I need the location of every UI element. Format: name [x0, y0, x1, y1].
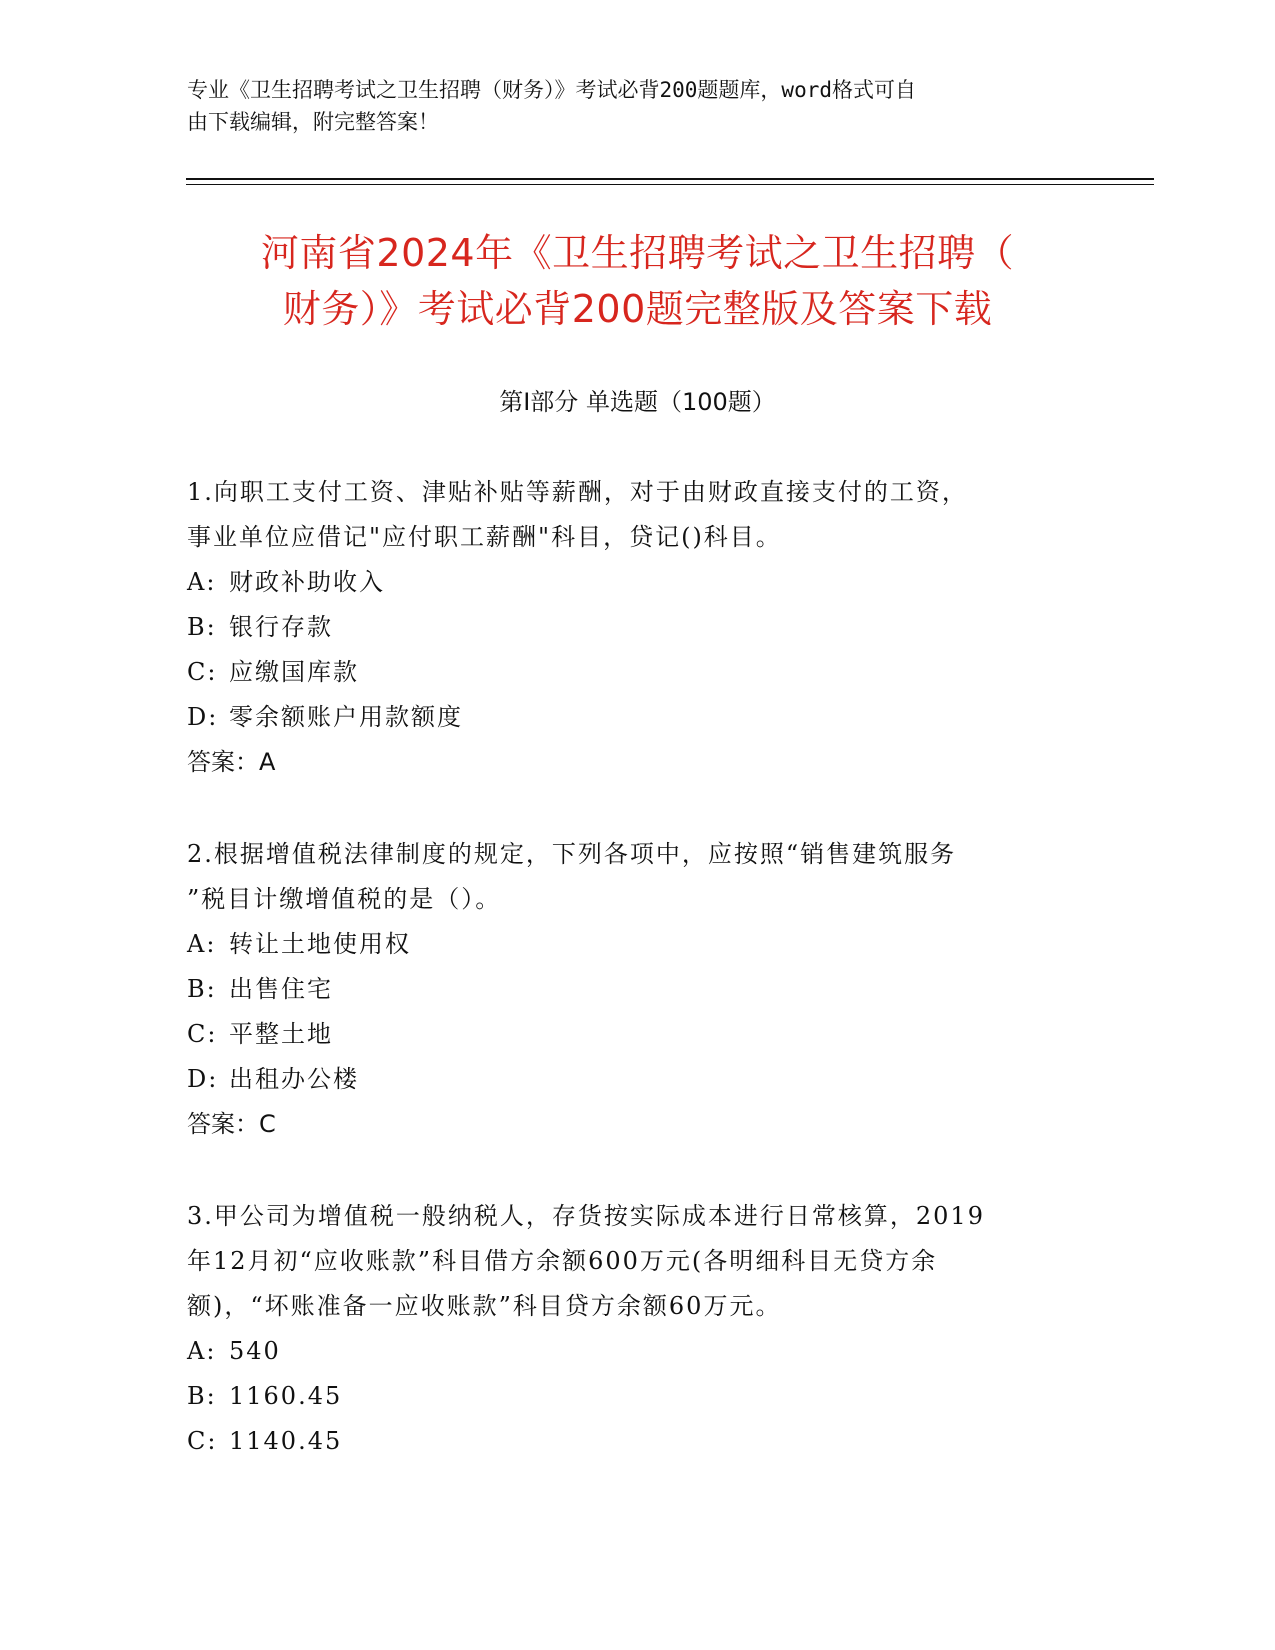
- answer-line: 答案：A: [187, 748, 276, 776]
- option-key: B:: [187, 975, 217, 1003]
- question-stem-line: 事业单位应借记"应付职工薪酬"科目，贷记()科目。: [187, 523, 782, 551]
- option-a: [187, 922, 1067, 967]
- question-stem-line: 年12月初“应收账款”科目借方余额600万元(各明细科目无贷方余: [187, 1247, 938, 1275]
- question-block: [187, 1194, 1067, 1464]
- option-text: 1160.45: [229, 1382, 343, 1410]
- question-stem-line: 3.甲公司为增值税一般纳税人，存货按实际成本进行日常核算，2019: [187, 1202, 985, 1230]
- option-b: [187, 967, 1067, 1012]
- document-title: [150, 225, 1125, 337]
- header-note: [187, 74, 1067, 138]
- header-rule-thin: [186, 184, 1154, 185]
- option-key: A:: [187, 930, 217, 958]
- question-stem-line: 额)，“坏账准备一应收账款”科目贷方余额60万元。: [187, 1292, 782, 1320]
- option-text: 财政补助收入: [229, 568, 385, 596]
- header-note-line-2: 由下载编辑，附完整答案！: [187, 110, 439, 134]
- option-text: 转让土地使用权: [229, 930, 411, 958]
- option-d: [187, 695, 1067, 740]
- option-d: [187, 1057, 1067, 1102]
- option-key: C:: [187, 658, 218, 686]
- option-key: C:: [187, 1020, 218, 1048]
- option-c: [187, 1419, 1067, 1464]
- question-block: [187, 470, 1067, 785]
- question-stem-line: ”税目计缴增值税的是（）。: [187, 885, 502, 913]
- question-block: [187, 832, 1067, 1147]
- option-b: [187, 1374, 1067, 1419]
- header-note-line-1: 专业《卫生招聘考试之卫生招聘（财务）》考试必背200题题库，word格式可自: [187, 78, 916, 102]
- option-text: 零余额账户用款额度: [229, 703, 463, 731]
- question-stem-line: 1.向职工支付工资、津贴补贴等薪酬，对于由财政直接支付的工资，: [187, 478, 968, 506]
- document-title-line-2: 财务）》考试必背200题完整版及答案下载: [282, 287, 993, 331]
- option-a: [187, 560, 1067, 605]
- option-key: B:: [187, 613, 217, 641]
- option-c: [187, 1012, 1067, 1057]
- option-key: C:: [187, 1427, 218, 1455]
- section-title: 第Ⅰ部分 单选题（100题）: [499, 388, 776, 416]
- option-key: B:: [187, 1382, 217, 1410]
- option-c: [187, 650, 1067, 695]
- document-title-line-1: 河南省2024年《卫生招聘考试之卫生招聘（: [260, 231, 1015, 275]
- question-stem-line: 2.根据增值税法律制度的规定，下列各项中，应按照“销售建筑服务: [187, 840, 957, 868]
- option-text: 1140.45: [229, 1427, 343, 1455]
- option-b: [187, 605, 1067, 650]
- option-text: 出售住宅: [229, 975, 333, 1003]
- option-text: 540: [229, 1337, 281, 1365]
- answer-line: 答案：C: [187, 1110, 276, 1138]
- option-text: 平整土地: [229, 1020, 333, 1048]
- option-a: [187, 1329, 1067, 1374]
- option-text: 银行存款: [229, 613, 333, 641]
- option-key: A:: [187, 1337, 217, 1365]
- option-text: 出租办公楼: [229, 1065, 359, 1093]
- option-text: 应缴国库款: [229, 658, 359, 686]
- option-key: A:: [187, 568, 217, 596]
- option-key: D:: [187, 703, 219, 731]
- option-key: D:: [187, 1065, 219, 1093]
- header-rule-thick: [186, 178, 1154, 180]
